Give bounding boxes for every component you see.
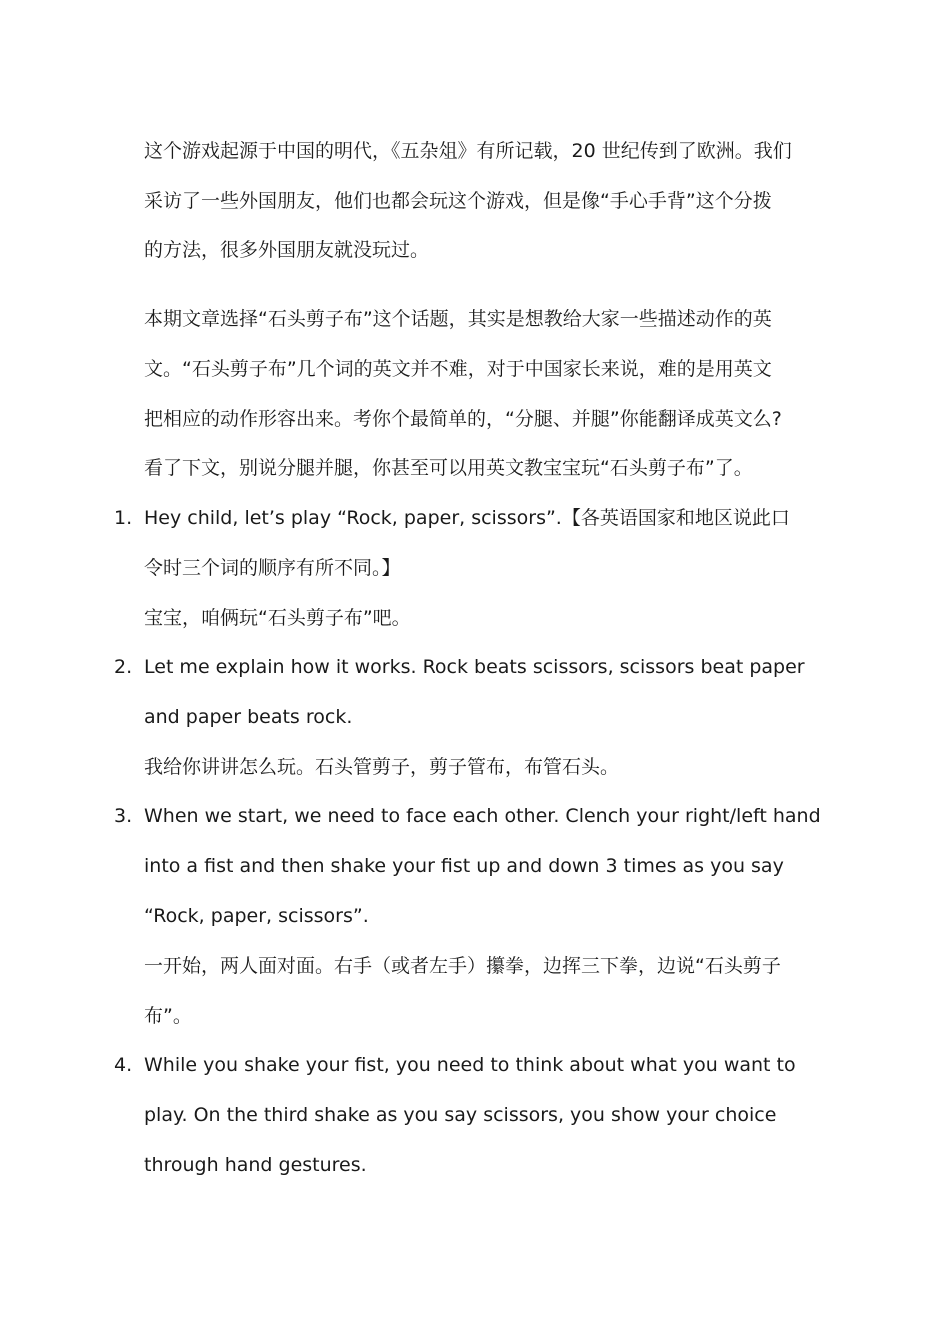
list-item-3-line-1: When we start, we need to face each other. Clench your right/left hand xyxy=(144,805,821,827)
list-item-number: 4. xyxy=(114,1054,133,1076)
list-item-number: 3. xyxy=(114,805,133,827)
list-item-1-line-3: 宝宝，咱俩玩“石头剪子布”吧。 xyxy=(144,607,411,629)
paragraph-2-line-3: 把相应的动作形容出来。考你个最简单的，“分腿、并腿”你能翻译成英文么? xyxy=(144,408,782,430)
list-item-3-line-5: 布”。 xyxy=(144,1005,192,1027)
list-item-3-line-4: 一开始，两人面对面。右手（或者左手）攥拳，边挥三下拳，边说“石头剪子 xyxy=(144,955,781,977)
list-item-number: 1. xyxy=(114,507,133,529)
paragraph-2-line-2: 文。“石头剪子布”几个词的英文并不难，对于中国家长来说，难的是用英文 xyxy=(144,358,772,380)
paragraph-1-line-1: 这个游戏起源于中国的明代，《五杂俎》有所记载，20 世纪传到了欧洲。我们 xyxy=(144,140,792,162)
list-item-4-line-1: While you shake your fist, you need to think about what you want to xyxy=(144,1054,796,1076)
paragraph-1-line-2: 采访了一些外国朋友，他们也都会玩这个游戏，但是像“手心手背”这个分拨 xyxy=(144,190,772,212)
list-item-number: 2. xyxy=(114,656,133,678)
paragraph-2-line-4: 看了下文，别说分腿并腿，你甚至可以用英文教宝宝玩“石头剪子布”了。 xyxy=(144,457,753,479)
list-item-4-line-3: through hand gestures. xyxy=(144,1154,367,1176)
list-item-1-line-1: Hey child, let’s play “Rock, paper, scissors”.【各英语国家和地区说此口 xyxy=(144,507,790,529)
list-item-4-line-2: play. On the third shake as you say scissors, you show your choice xyxy=(144,1104,777,1126)
list-item-2-line-1: Let me explain how it works. Rock beats scissors, scissors beat paper xyxy=(144,656,805,678)
paragraph-2-line-1: 本期文章选择“石头剪子布”这个话题，其实是想教给大家一些描述动作的英 xyxy=(144,308,772,330)
list-item-3-line-2: into a fist and then shake your fist up and down 3 times as you say xyxy=(144,855,784,877)
list-item-2-line-3: 我给你讲讲怎么玩。石头管剪子，剪子管布，布管石头。 xyxy=(144,756,620,778)
list-item-2-line-2: and paper beats rock. xyxy=(144,706,353,728)
list-item-1-line-2: 令时三个词的顺序有所不同。】 xyxy=(144,557,401,579)
list-item-3-line-3: “Rock, paper, scissors”. xyxy=(144,905,369,927)
paragraph-1-line-3: 的方法，很多外国朋友就没玩过。 xyxy=(144,239,430,261)
